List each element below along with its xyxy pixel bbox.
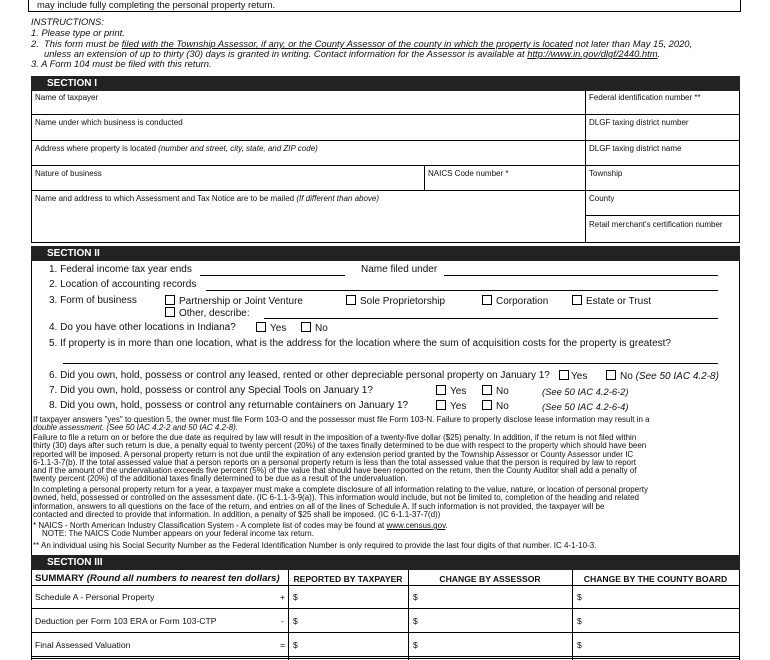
section-1-header: SECTION I xyxy=(31,76,740,91)
partnership-checkbox[interactable]: Partnership or Joint Venture xyxy=(165,295,303,307)
final-valuation-label: Final Assessed Valuation xyxy=(35,640,131,650)
q8-label: 8. Did you own, hold, possess or control any returnable containers on January 1? xyxy=(49,400,409,411)
property-address-field[interactable]: Address where property is located (number and street, city, state, and ZIP code) xyxy=(35,144,318,153)
row-3-assessor-input[interactable]: $ xyxy=(413,640,418,650)
q1b-input[interactable] xyxy=(444,275,718,276)
corporation-checkbox[interactable]: Corporation xyxy=(482,295,548,307)
q2-input[interactable] xyxy=(206,290,718,291)
row-3-board-input[interactable]: $ xyxy=(577,640,582,650)
q6-label: 6. Did you own, hold, possess or control any leased, rented or other depreciable personal property on January 1? xyxy=(49,370,550,381)
section-3-header: SECTION III xyxy=(31,555,740,570)
q6-yes-checkbox[interactable]: Yes xyxy=(559,370,587,382)
instruction-2-cont: unless an extension of up to thirty (30) days is granted in writing. Contact information for the Assessor is available at http://www.in.gov/dlgf/2440.htm. xyxy=(44,48,661,59)
census-link[interactable]: www.census.gov xyxy=(386,521,446,530)
business-name-field[interactable]: Name under which business is conducted xyxy=(35,118,183,127)
estate-trust-checkbox[interactable]: Estate or Trust xyxy=(572,295,651,307)
q7-no-checkbox[interactable]: No xyxy=(482,385,509,397)
dlgf-number-field[interactable]: DLGF taxing district number xyxy=(589,118,689,127)
row-1-reported-input[interactable]: $ xyxy=(293,592,298,602)
county-field[interactable]: County xyxy=(589,194,615,203)
township-field[interactable]: Township xyxy=(589,169,623,178)
q3-label: 3. Form of business xyxy=(49,295,137,306)
q1-input[interactable] xyxy=(200,275,345,276)
q7-label: 7. Did you own, hold, possess or control any Special Tools on January 1? xyxy=(49,385,373,396)
mailing-address-field[interactable]: Name and address to which Assessment and Tax Notice are to be mailed (If different than above) xyxy=(35,194,380,203)
q2-label: 2. Location of accounting records xyxy=(49,279,197,290)
board-column-header: CHANGE BY THE COUNTY BOARD xyxy=(583,574,728,584)
instructions-title: INSTRUCTIONS: xyxy=(31,16,104,27)
lease-disclosure-paragraph: If taxpayer answers "yes" to question 5, the owner must file Form 103-O and the possessor must file Form 103-N. Failure to properly disclose lease information may result in a double assessment. (See 50 IAC 4.2-2 and 50 IAC 4.2-8). xyxy=(33,415,650,433)
q5-input[interactable] xyxy=(63,363,718,364)
fed-id-field[interactable]: Federal identification number ** xyxy=(589,93,701,102)
nature-of-business-field[interactable]: Nature of business xyxy=(35,169,102,178)
q4-yes-checkbox[interactable]: Yes xyxy=(256,322,286,334)
row-1-assessor-input[interactable]: $ xyxy=(413,592,418,602)
row-2-operator: - xyxy=(281,616,284,626)
row-1-board-input[interactable]: $ xyxy=(577,592,582,602)
section-2-header: SECTION II xyxy=(31,246,740,261)
q5-label: 5. If property is in more than one location, what is the address for the location where the sum of acquisition costs for the property is greatest? xyxy=(49,338,671,349)
q8-no-checkbox[interactable]: No xyxy=(482,400,509,412)
naics-code-field[interactable]: NAICS Code number * xyxy=(428,169,509,178)
reported-column-header: REPORTED BY TAXPAYER xyxy=(293,574,403,584)
q1-label: 1. Federal income tax year ends xyxy=(49,264,192,275)
row-3-reported-input[interactable]: $ xyxy=(293,640,298,650)
row-1-operator: + xyxy=(280,592,286,602)
instruction-2: 2. This form must be filed with the Township Assessor, if any, or the County Assessor of the county in which the property is located not later than May 15, 2020, xyxy=(31,38,693,49)
other-describe-input[interactable] xyxy=(264,318,718,319)
retail-cert-field[interactable]: Retail merchant's certification number xyxy=(589,220,723,229)
dlgf-name-field[interactable]: DLGF taxing district name xyxy=(589,144,682,153)
disclosure-paragraph: In completing a personal property return for a year, a taxpayer must make a complete disclosure of all information relating to the value, nature, or location of personal property owned, held, possessed or controlled on the assessment date. (IC 6-1.1-3-9(a)). This information would include, but not be limited to, completion of the heading and related information, answers to all questions on the face of the return, and entries on all of the lines of Schedule A. If such information is not provided, the taxpayer will be contacted and directed to provide that information. In addition, a penalty of $25 shall be imposed. (IC 6-1.1-37-7(d)) xyxy=(33,485,648,519)
taxpayer-name-field[interactable]: Name of taxpayer xyxy=(35,93,99,102)
penalty-paragraph: Failure to file a return on or before the due date as required by law will result in the imposition of a twenty-five dollar ($25) penalty. In addition, if the return is not filed within thirty (30) days after such return is due, a penalty equal to twenty percent (20%) of the taxes finally determined to be due with respect to the property which should have been reported will be imposed. A personal property return is not due until the expiration of any extension period granted by the Township Assessor or County Assessor under IC 6-1.1-3-7(b). If the total assessed value that a person reports on a personal property return is less than the total assessed value that the person is required by law to report and if the amount of the undervaluation exceeds five percent (5%) of the value that should have been reported on the return, then the County Auditor shall add a penalty of twenty percent (20%) of the additional taxes finally determined to be due as a result of the undervaluation. xyxy=(33,433,647,484)
q6-no-checkbox[interactable]: No (See 50 IAC 4.2-8) xyxy=(606,370,719,382)
assessor-link[interactable]: http://www.in.gov/dlgf/2440.htm xyxy=(527,48,658,59)
q1b-label: Name filed under xyxy=(361,264,438,275)
deduction-label: Deduction per Form 103 ERA or Form 103-CTP xyxy=(35,616,217,626)
naics-note: * NAICS - North American Industry Classification System - A complete list of codes may be found at www.census.gov. NOTE: The NAICS Code Number appears on your federal income tax return. xyxy=(33,521,448,539)
other-business-checkbox[interactable]: Other, describe: xyxy=(165,307,250,319)
row-2-assessor-input[interactable]: $ xyxy=(413,616,418,626)
q4-label: 4. Do you have other locations in Indiana? xyxy=(49,322,236,333)
sole-proprietorship-checkbox[interactable]: Sole Proprietorship xyxy=(346,295,445,307)
schedule-a-label: Schedule A - Personal Property xyxy=(35,592,155,602)
row-3-operator: = xyxy=(280,640,286,650)
top-note: may include fully completing the personal property return. xyxy=(28,0,741,12)
summary-column-header: SUMMARY (Round all numbers to nearest ten dollars) xyxy=(35,573,280,584)
row-2-board-input[interactable]: $ xyxy=(577,616,582,626)
row-2-reported-input[interactable]: $ xyxy=(293,616,298,626)
instruction-1: 1. Please type or print. xyxy=(31,27,125,38)
assessor-column-header: CHANGE BY ASSESSOR xyxy=(439,574,541,584)
q8-yes-checkbox[interactable]: Yes xyxy=(436,400,466,412)
q7-yes-checkbox[interactable]: Yes xyxy=(436,385,466,397)
instruction-3: 3. A Form 104 must be filed with this return. xyxy=(31,58,212,69)
q8-reference: (See 50 IAC 4.2-6-4) xyxy=(542,401,629,412)
q4-no-checkbox[interactable]: No xyxy=(301,322,328,334)
ssn-note: ** An individual using his Social Security Number as the Federal Identification Number is only required to provide the last four digits of that number. IC 4-1-10-3. xyxy=(33,541,597,550)
q7-reference: (See 50 IAC 4.2-6-2) xyxy=(542,386,629,397)
